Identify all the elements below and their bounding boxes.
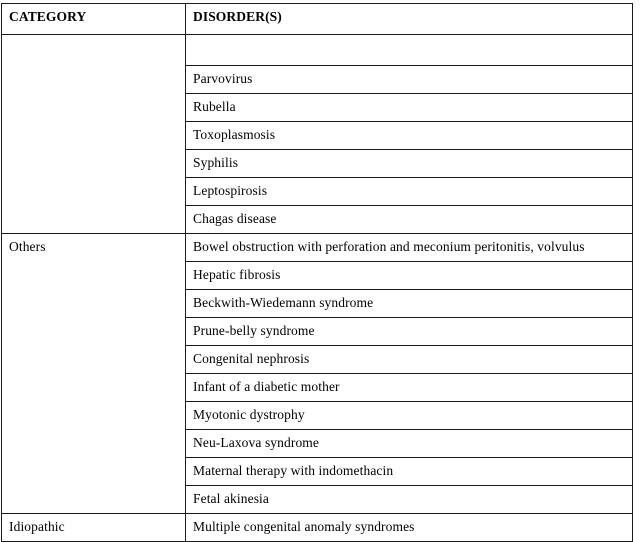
disorder-cell: Congenital nephrosis: [186, 346, 633, 374]
disorder-cell: Multiple congenital anomaly syndromes: [186, 514, 633, 542]
disorder-cell: Prune-belly syndrome: [186, 318, 633, 346]
table-row: [2, 234, 633, 262]
category-cell-blank: [2, 35, 186, 234]
disorder-cell: Myotonic dystrophy: [186, 402, 633, 430]
category-cell-idiopathic: Idiopathic: [2, 514, 186, 542]
column-header-disorder: DISORDER(S): [186, 4, 633, 35]
disorder-cell: Rubella: [186, 94, 633, 122]
disorder-cell: Parvovirus: [186, 66, 633, 94]
disorder-cell: Syphilis: [186, 150, 633, 178]
disorder-cell: Leptospirosis: [186, 178, 633, 206]
disorder-cell: Fetal akinesia: [186, 486, 633, 514]
category-cell-others: Others: [2, 234, 186, 514]
disorder-cell: Beckwith-Wiedemann syndrome: [186, 290, 633, 318]
disorder-cell: Toxoplasmosis: [186, 122, 633, 150]
table-row: [2, 514, 633, 542]
disorder-cell-blank: [186, 35, 633, 66]
table-body: [2, 4, 633, 542]
table-header-row: [2, 4, 633, 35]
disorder-cell: Bowel obstruction with perforation and meconium peritonitis, volvulus: [186, 234, 633, 262]
disorder-cell: Chagas disease: [186, 206, 633, 234]
table-row: [2, 35, 633, 66]
disorder-cell: Hepatic fibrosis: [186, 262, 633, 290]
disorder-cell: Infant of a diabetic mother: [186, 374, 633, 402]
disorder-cell: Neu-Laxova syndrome: [186, 430, 633, 458]
column-header-category: CATEGORY: [2, 4, 186, 35]
disorder-table: [1, 3, 633, 542]
disorder-cell: Maternal therapy with indomethacin: [186, 458, 633, 486]
